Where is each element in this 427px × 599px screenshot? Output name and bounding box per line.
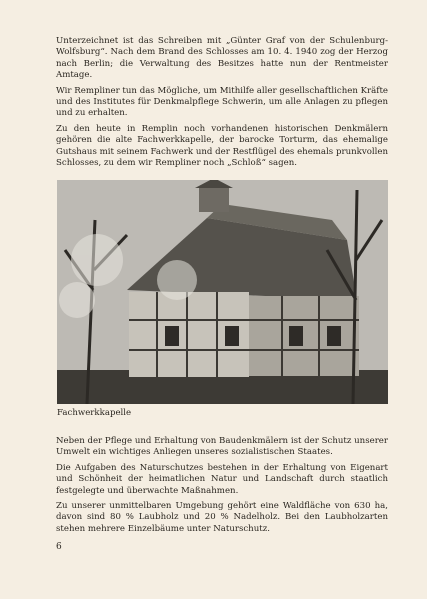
photo-caption: Fachwerkkapelle bbox=[57, 408, 132, 418]
chapel-photo bbox=[57, 180, 388, 404]
paragraph: Zu den heute in Remplin noch vorhandenen historischen Denkmälern gehören die alte Fachwerkkapelle, der barocke Torturm, das ehemalige Gutshaus mit seinem Fachwerk und der Restflügel des ehemals prunkvollen Schlosses, zu dem wir Rempliner noch „Schloß“ sagen. bbox=[56, 123, 388, 169]
top-text-block bbox=[56, 36, 388, 173]
bottom-text-block bbox=[56, 436, 388, 539]
chapel-photo-illustration bbox=[57, 180, 388, 404]
paragraph: Wir Rempliner tun das Mögliche, um Mithilfe aller gesellschaftlichen Kräfte und des Institutes für Denkmalpflege Schwerin, um alle Anlagen zu pflegen und zu erhalten. bbox=[56, 85, 388, 119]
paragraph: Die Aufgaben des Naturschutzes bestehen in der Erhaltung von Eigenart und Schönheit der heimatlichen Natur und Landschaft durch staatlich festgelegte und überwachte Maßnahmen. bbox=[56, 462, 388, 496]
paragraph: Zu unserer unmittelbaren Umgebung gehört eine Waldfläche von 630 ha, davon sind 80 % Laubholz und 20 % Nadelholz. Bei den Laubholzarten stehen mehrere Einzelbäume unter Naturschutz. bbox=[56, 501, 388, 534]
page-number: 6 bbox=[56, 542, 62, 552]
paragraph: Neben der Pflege und Erhaltung von Baudenkmälern ist der Schutz unserer Umwelt ein wichtiges Anliegen unseres sozialistischen Staates. bbox=[56, 436, 388, 458]
paragraph: Unterzeichnet ist das Schreiben mit „Günter Graf von der Schulenburg-Wolfsburg“. Nach dem Brand des Schlosses am 10. 4. 1940 zog der Herzog nach Berlin; die Verwaltung des Besitzes hatte nun der Rentmeister Amtage. bbox=[56, 36, 388, 81]
